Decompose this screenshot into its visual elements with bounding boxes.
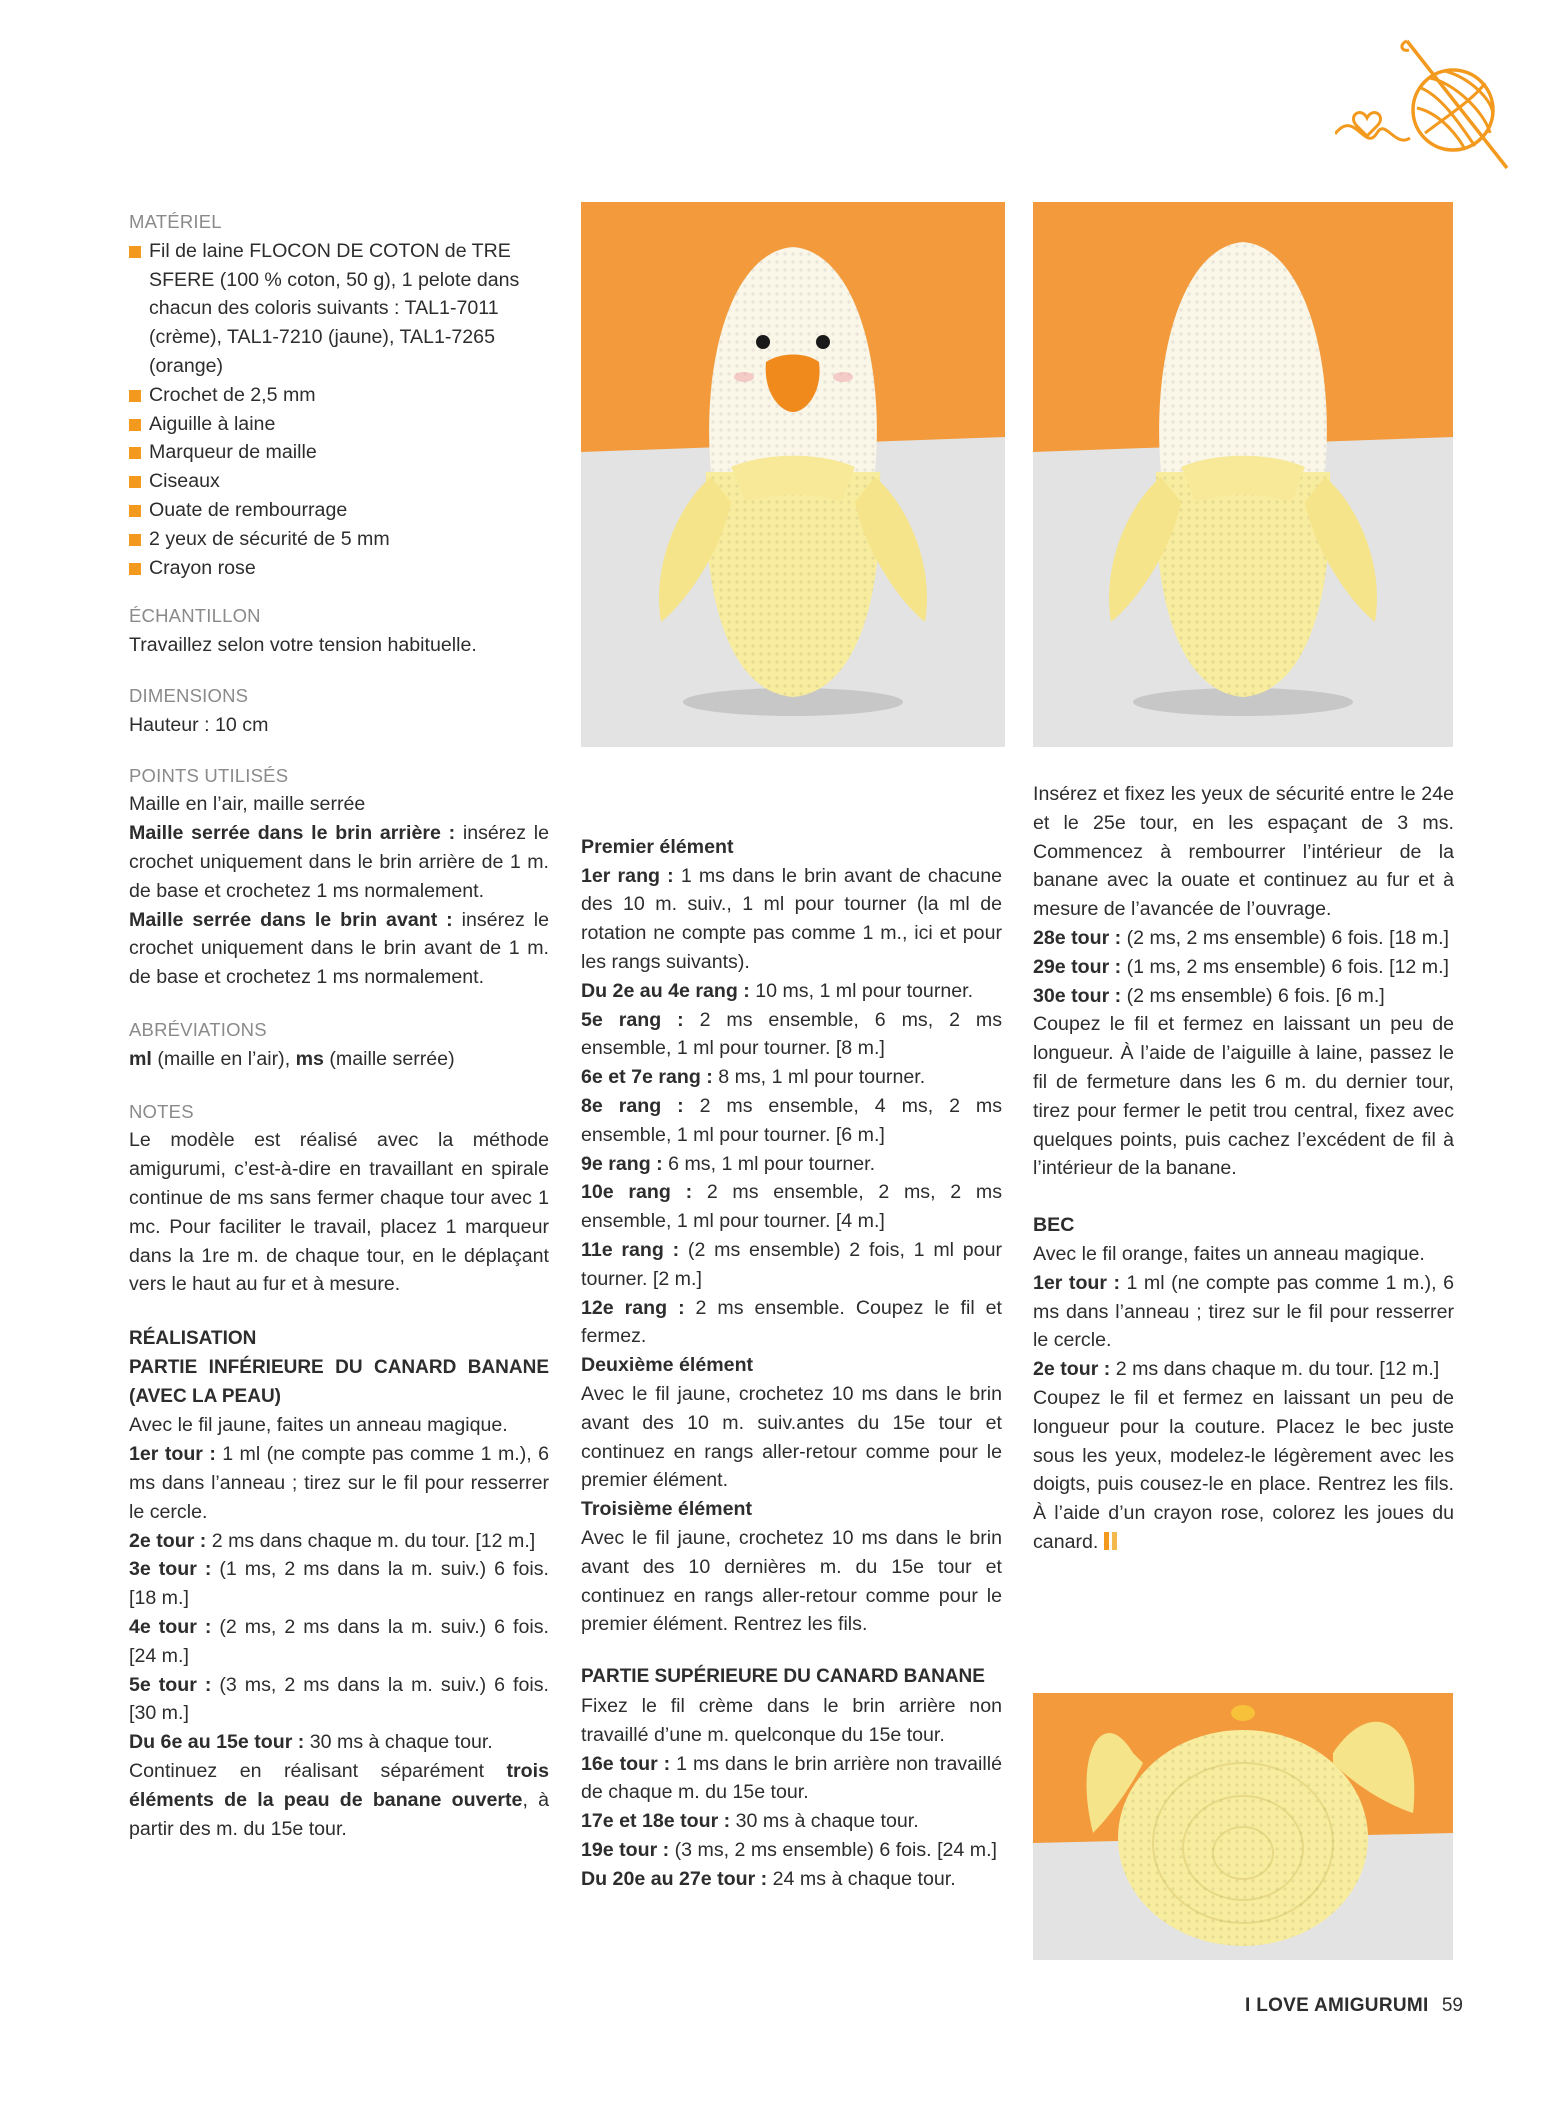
troisieme-heading: Troisième élément — [581, 1498, 752, 1521]
column-left — [129, 208, 549, 1843]
end-mark-icon — [1104, 1532, 1109, 1550]
list-item: 2 yeux de sécurité de 5 mm — [129, 525, 549, 554]
row-instruction: 11e rang : (2 ms ensemble) 2 fois, 1 ml pour tourner. [2 m.] — [581, 1238, 1002, 1290]
row-instruction: Du 2e au 4e rang : 10 ms, 1 ml pour tourner. — [581, 979, 974, 1002]
column-right — [1033, 780, 1454, 1557]
materiel-list — [129, 237, 549, 583]
deuxieme-heading: Deuxième élément — [581, 1354, 754, 1377]
abreviations-text: ml (maille en l’air), ms (maille serrée) — [129, 1047, 455, 1070]
round-row: 2e tour : 2 ms dans chaque m. du tour. [12 m.] — [129, 1529, 536, 1552]
list-item: Crayon rose — [129, 554, 549, 583]
round-row: Du 6e au 15e tour : 30 ms à chaque tour. — [129, 1731, 493, 1754]
points-line: Maille en l’air, maille serrée — [129, 793, 366, 816]
points-heading: POINTS UTILISÉS — [129, 764, 289, 786]
row-instruction: 9e rang : 6 ms, 1 ml pour tourner. — [581, 1152, 876, 1175]
bec-intro: Avec le fil orange, faites un anneau magique. — [1033, 1242, 1425, 1265]
deuxieme-text: Avec le fil jaune, crochetez 10 ms dans le brin avant des 10 m. suiv.antes du 15e tour et continuez en rangs aller-retour comme pour le premier élément. — [581, 1382, 1002, 1492]
points-avant: Maille serrée dans le brin avant : insérez le crochet uniquement dans le brin avant de 1 m. de base et crochetez 1 ms normalement. — [129, 908, 549, 989]
materiel-heading: MATÉRIEL — [129, 211, 222, 232]
list-item: Ouate de rembourrage — [129, 496, 549, 525]
row-instruction: 10e rang : 2 ms ensemble, 2 ms, 2 ms ensemble, 1 ml pour tourner. [4 m.] — [581, 1181, 1002, 1233]
round-row: 29e tour : (1 ms, 2 ms ensemble) 6 fois. [12 m.] — [1033, 955, 1449, 978]
eyes-text: Insérez et fixez les yeux de sécurité entre le 24e et le 25e tour, en les espaçant de 3 ms. Commencez à rembourrer l’intérieur de la banane avec la ouate et continuez au fur et à mesure de l’avancée de l’ouvrage. — [1033, 783, 1454, 921]
bec-heading: BEC — [1033, 1214, 1075, 1237]
realisation-heading: RÉALISATION — [129, 1328, 257, 1350]
premier-heading: Premier élément — [581, 835, 734, 858]
column-middle — [581, 780, 1002, 1893]
round-row: 28e tour : (2 ms, 2 ms ensemble) 6 fois. [18 m.] — [1033, 926, 1449, 949]
abreviations-heading: ABRÉVIATIONS — [129, 1018, 267, 1040]
bec-finish: Coupez le fil et fermez en laissant un peu de longueur pour la couture. Placez le bec juste sous les yeux, modelez-le légèrement avec les doigts, puis cousez-le en place. Rentrez les fils. À l’aide d’un crayon rose, colorez les joues du canard. — [1033, 1386, 1454, 1553]
footer-brand: I LOVE AMIGURUMI — [1245, 1995, 1429, 2016]
photo-duck-back — [1033, 202, 1453, 747]
list-item: Ciseaux — [129, 467, 549, 496]
list-item: Aiguille à laine — [129, 410, 549, 439]
row-instruction: 8e rang : 2 ms ensemble, 4 ms, 2 ms ensemble, 1 ml pour tourner. [6 m.] — [581, 1094, 1003, 1146]
round-row: Du 20e au 27e tour : 24 ms à chaque tour. — [581, 1867, 956, 1890]
list-item: Marqueur de maille — [129, 438, 549, 467]
finish-text: Coupez le fil et fermez en laissant un peu de longueur. À l’aide de l’aiguille à laine, passez le fil de fermeture dans les 6 m. du dernier tour, tirez pour fermer le petit trou central, fixez avec quelques points, puis cachez l’excédent de fil à l’intérieur de la banane. — [1033, 1013, 1454, 1180]
page-number: 59 — [1441, 1995, 1463, 2016]
part1-heading: PARTIE INFÉRIEURE DU CANARD BANANE (AVEC LA PEAU) — [129, 1356, 549, 1407]
round-row: 5e tour : (3 ms, 2 ms dans la m. suiv.) 6 fois. [30 m.] — [129, 1673, 549, 1725]
yarn-ball-crochet-hook-logo — [1335, 38, 1515, 176]
troisieme-text: Avec le fil jaune, crochetez 10 ms dans le brin avant des 10 dernières m. du 15e tour et continuez en rangs aller-retour comme pour le premier élément. Rentrez les fils. — [581, 1526, 1002, 1636]
round-row: 16e tour : 1 ms dans le brin arrière non travaillé de chaque m. du 15e tour. — [581, 1752, 1002, 1804]
round-row: 30e tour : (2 ms ensemble) 6 fois. [6 m.] — [1033, 984, 1385, 1007]
round-row: 3e tour : (1 ms, 2 ms dans la m. suiv.) 6 fois. [18 m.] — [129, 1558, 549, 1610]
row-instruction: 5e rang : 2 ms ensemble, 6 ms, 2 ms ensemble, 1 ml pour tourner. [8 m.] — [581, 1008, 1003, 1060]
round-row: 1er tour : 1 ml (ne compte pas comme 1 m.), 6 ms dans l’anneau ; tirez sur le fil pour resserrer le cercle. — [1033, 1271, 1454, 1352]
round-row: 4e tour : (2 ms, 2 ms dans la m. suiv.) 6 fois. [24 m.] — [129, 1616, 549, 1667]
notes-heading: NOTES — [129, 1100, 194, 1122]
dimensions-heading: DIMENSIONS — [129, 684, 249, 706]
echantillon-heading: ÉCHANTILLON — [129, 605, 261, 627]
photo-duck-front — [581, 202, 1005, 747]
superieure-heading: PARTIE SUPÉRIEURE DU CANARD BANANE — [581, 1666, 985, 1688]
dimensions-text: Hauteur : 10 cm — [129, 713, 269, 736]
points-arriere: Maille serrée dans le brin arrière : insérez le crochet uniquement dans le brin arrière de 1 m. de base et crochetez 1 ms normalement. — [129, 822, 549, 902]
list-item: Crochet de 2,5 mm — [129, 381, 549, 410]
row-instruction: 6e et 7e rang : 8 ms, 1 ml pour tourner. — [581, 1066, 926, 1089]
list-item: Fil de laine FLOCON DE COTON de TRE SFERE (100 % coton, 50 g), 1 pelote dans chacun des coloris suivants : TAL1-7011 (crème), TAL1-7210 (jaune), TAL1-7265 (orange) — [129, 237, 549, 381]
echantillon-text: Travaillez selon votre tension habituelle. — [129, 634, 477, 657]
notes-text: Le modèle est réalisé avec la méthode amigurumi, c’est-à-dire en travaillant en spirale continue de ms sans fermer chaque tour avec 1 mc. Pour faciliter le travail, placez 1 marqueur dans la 1re m. de chaque tour, en le déplaçant vers le haut au fur et à mesure. — [129, 1129, 549, 1296]
row-instruction: 1er rang : 1 ms dans le brin avant de chacune des 10 m. suiv., 1 ml pour tourner (la ml de rotation ne compte pas comme 1 m., ici et pour les rangs suivants). — [581, 864, 1002, 973]
photo-duck-bottom — [1033, 1693, 1453, 1960]
round-row: 17e et 18e tour : 30 ms à chaque tour. — [581, 1810, 919, 1833]
round-row: 1er tour : 1 ml (ne compte pas comme 1 m.), 6 ms dans l’anneau ; tirez sur le fil pour resserrer le cercle. — [129, 1443, 549, 1523]
superieure-intro: Fixez le fil crème dans le brin arrière non travaillé d’une m. quelconque du 15e tour. — [581, 1694, 1002, 1746]
realisation-intro: Avec le fil jaune, faites un anneau magique. — [129, 1414, 508, 1437]
row-instruction: 12e rang : 2 ms ensemble. Coupez le fil et fermez. — [581, 1296, 1002, 1348]
page-footer — [1245, 1995, 1463, 2017]
round-row: 2e tour : 2 ms dans chaque m. du tour. [12 m.] — [1033, 1358, 1440, 1381]
round-row: 19e tour : (3 ms, 2 ms ensemble) 6 fois. [24 m.] — [581, 1838, 997, 1861]
continue-text: Continuez en réalisant séparément trois éléments de la peau de banane ouverte, à partir des m. du 15e tour. — [129, 1760, 549, 1840]
